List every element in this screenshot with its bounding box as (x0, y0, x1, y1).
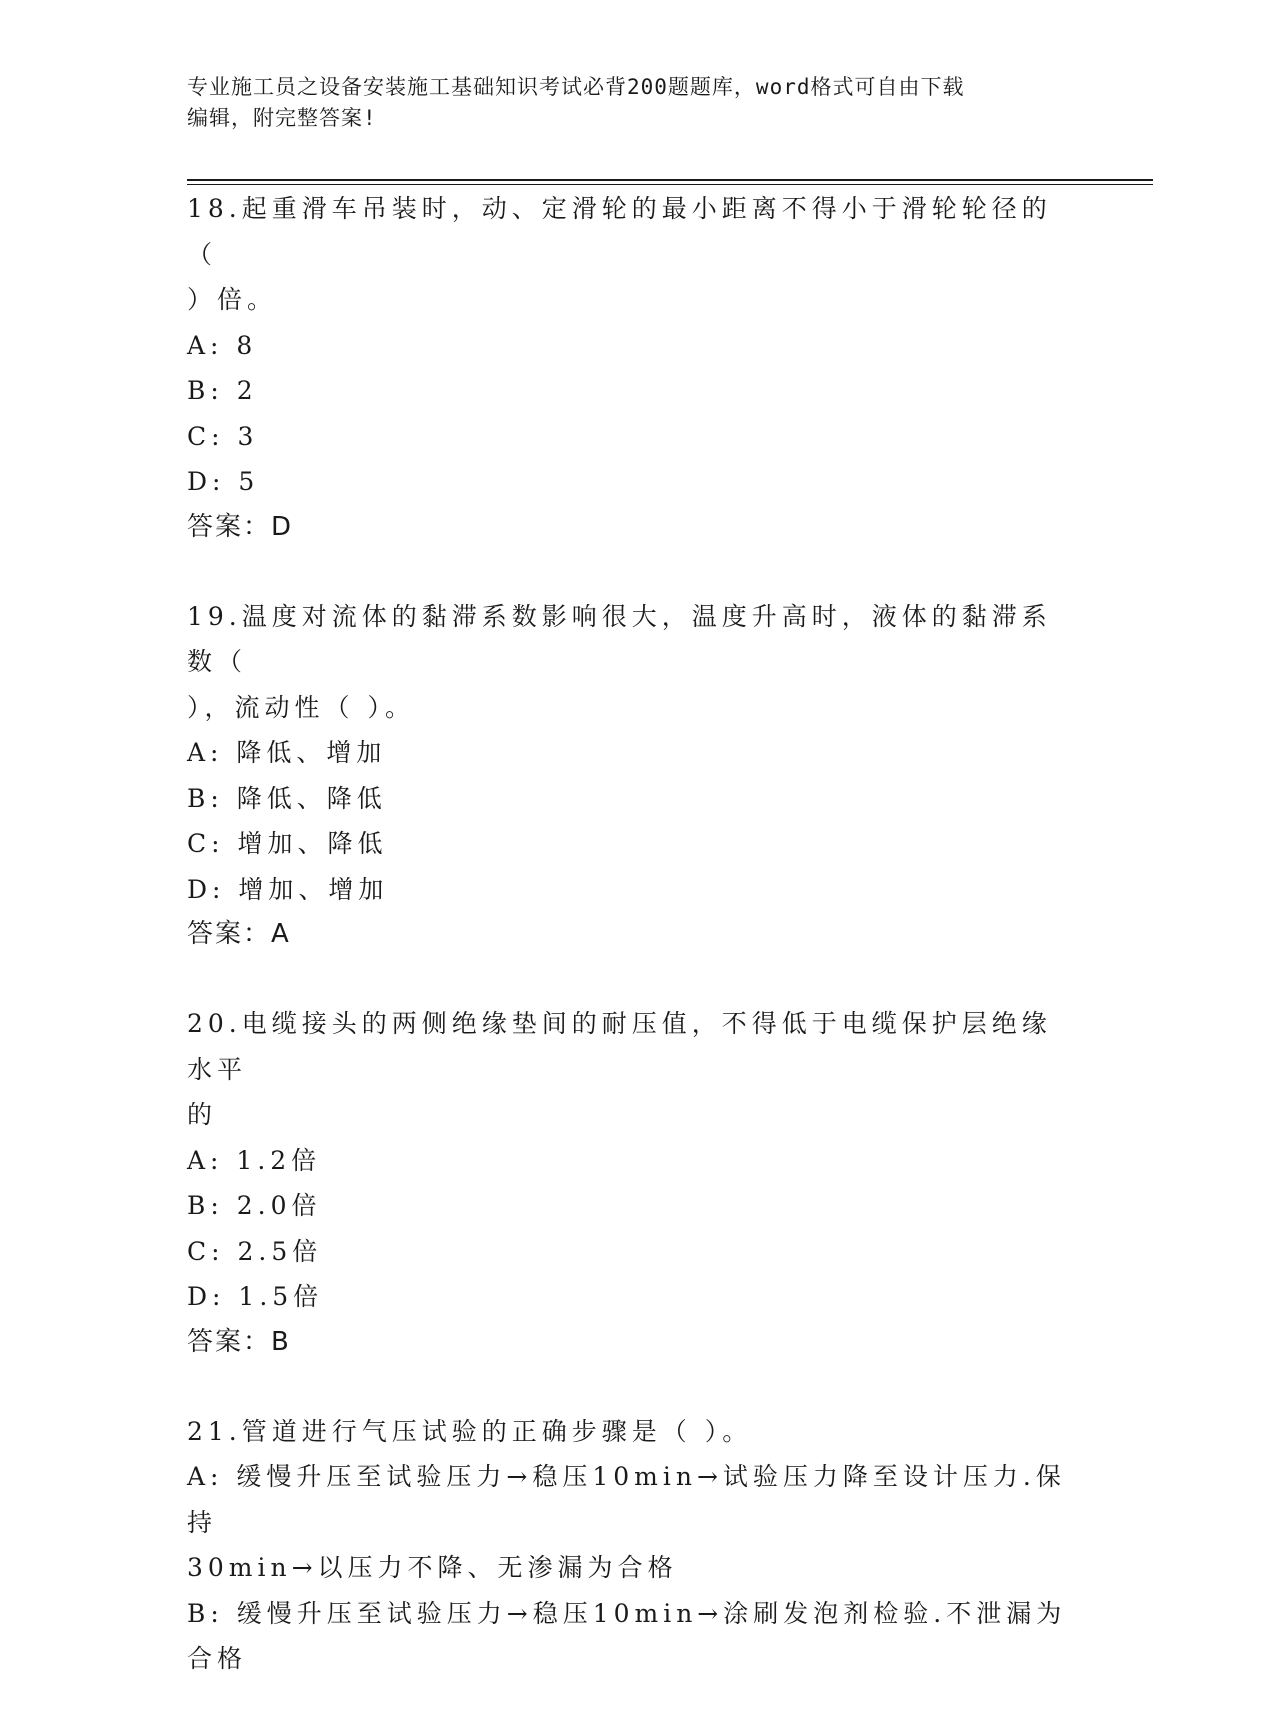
question-stem-continued: ）倍。 (187, 285, 278, 314)
question-list (187, 186, 1087, 1726)
question-stem-continued: ），流动性（ ）。 (187, 692, 415, 722)
option-b: B: 缓慢升压至试验压力→稳压10min→涂刷发泡剂检验.不泄漏为合格 (187, 1598, 1067, 1673)
option-d: D: 1.5倍 (187, 1282, 324, 1311)
option-d: D: 增加、增加 (187, 874, 389, 904)
option-c: C: 增加、降低 (187, 829, 388, 858)
option-b: B: 降低、降低 (187, 783, 387, 813)
question-stem: 21.管道进行气压试验的正确步骤是（ ）。 (187, 1416, 753, 1446)
option-a-continued: 30min→以压力不降、无渗漏为合格 (187, 1553, 678, 1582)
option-c: C: 2.5倍 (187, 1236, 323, 1266)
answer: 答案：D (187, 511, 294, 542)
question-21 (187, 1409, 1087, 1682)
option-c: C: 3 (187, 421, 259, 451)
option-a: A: 8 (187, 330, 258, 360)
answer: 答案：B (187, 1326, 291, 1357)
answer: 答案：A (187, 919, 291, 949)
header-line-2: 编辑，附完整答案! (187, 106, 377, 130)
header-divider-thick (187, 179, 1153, 181)
option-b: B: 2 (187, 376, 258, 405)
option-b: B: 2.0倍 (187, 1191, 322, 1220)
question-stem: 19.温度对流体的黏滞系数影响很大，温度升高时，液体的黏滞系数（ (187, 601, 1052, 676)
question-stem-continued: 的 (187, 1100, 218, 1129)
header-line-1: 专业施工员之设备安装施工基础知识考试必背200题题库，word格式可自由下载 (187, 75, 965, 99)
header-divider-thin (187, 184, 1153, 185)
question-18 (187, 186, 1087, 550)
document-header (187, 72, 1067, 134)
option-d: D: 5 (187, 467, 260, 496)
question-stem: 20.电缆接头的两侧绝缘垫间的耐压值，不得低于电缆保护层绝缘水平 (187, 1009, 1052, 1084)
option-a: A: 降低、增加 (187, 738, 387, 767)
question-stem: 18.起重滑车吊装时，动、定滑轮的最小距离不得小于滑轮轮径的（ (187, 194, 1052, 269)
option-a: A: 缓慢升压至试验压力→稳压10min→试验压力降至设计压力.保持 (187, 1462, 1066, 1537)
option-a: A: 1.2倍 (187, 1145, 322, 1175)
question-19 (187, 594, 1087, 958)
question-20 (187, 1001, 1087, 1365)
